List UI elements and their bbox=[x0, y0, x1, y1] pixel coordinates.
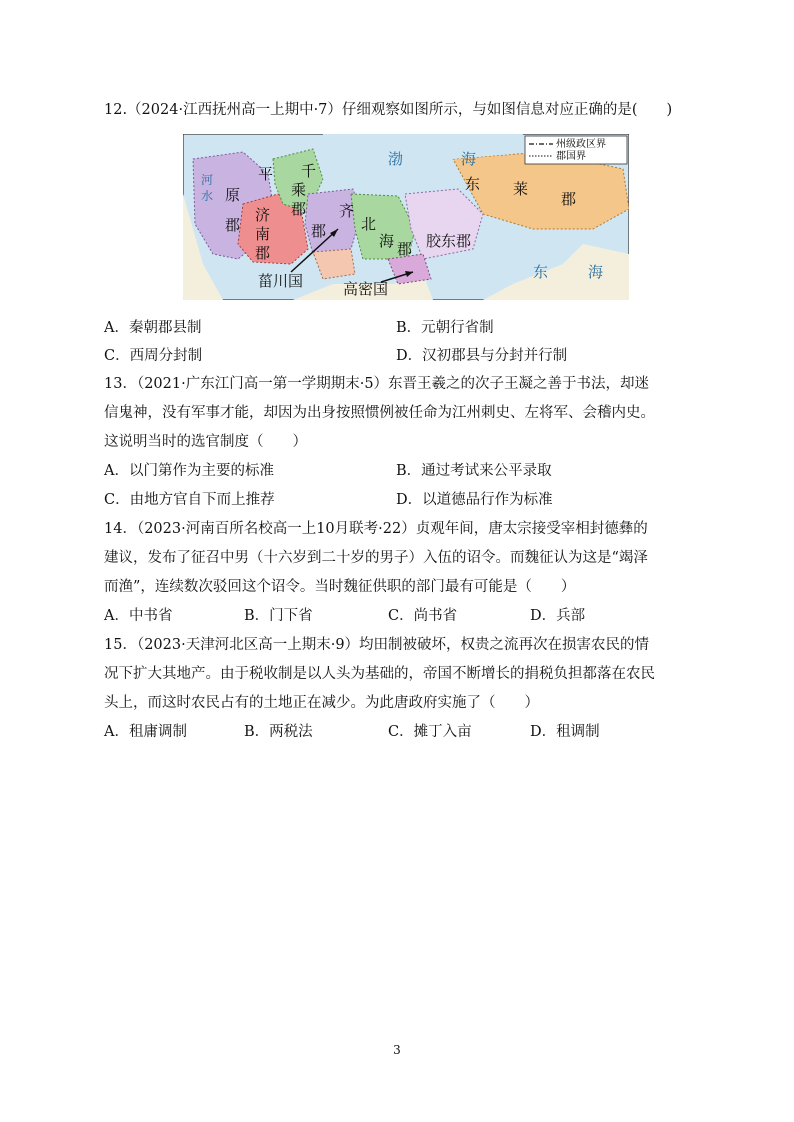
q13-option-b: B．通过考试来公平录取 bbox=[396, 463, 552, 479]
label-ji: 济 bbox=[255, 206, 271, 224]
q13-option-d: D．以道德品行作为标准 bbox=[396, 492, 553, 508]
page-number: 3 bbox=[393, 1043, 401, 1057]
label-hai2: 海 bbox=[461, 150, 477, 168]
label-dong: 东 bbox=[465, 175, 481, 193]
label-jun5: 郡 bbox=[397, 240, 413, 258]
label-hai: 海 bbox=[379, 232, 395, 250]
q14-option-a: A．中书省 bbox=[104, 608, 173, 624]
q15-option-b: B．两税法 bbox=[244, 724, 313, 740]
label-jun2: 郡 bbox=[291, 200, 307, 218]
q15-option-a: A．租庸调制 bbox=[104, 724, 187, 740]
q13-option-c: C．由地方官自下而上推荐 bbox=[104, 492, 275, 508]
q12-option-c: C．西周分封制 bbox=[104, 348, 203, 364]
q15-stem-line1: 15．（2023·天津河北区高一上期末·9）均田制被破坏，权贵之流再次在损害农民的情 bbox=[104, 637, 650, 653]
q14-stem-line1: 14．（2023·河南百所名校高一上10月联考·22）贞观年间，唐太宗接受宰相封德彝的 bbox=[104, 521, 648, 537]
label-nan: 南 bbox=[255, 225, 271, 243]
q13-stem-line1: 13．（2021·广东江门高一第一学期期末·5）东晋王羲之的次子王凝之善于书法，却迷 bbox=[104, 376, 650, 392]
label-jun4: 郡 bbox=[311, 222, 327, 240]
q14-option-b: B．门下省 bbox=[244, 608, 313, 624]
q15-stem-line2: 况下扩大其地产。由于税收制是以人头为基础的，帝国不断增长的捐税负担都落在农民 bbox=[104, 666, 655, 682]
q13-option-a: A．以门第作为主要的标准 bbox=[104, 463, 274, 479]
label-bo: 渤 bbox=[388, 150, 404, 168]
han-map bbox=[183, 134, 629, 300]
label-qian: 千 bbox=[301, 162, 317, 180]
label-zichuan: 菑川国 bbox=[258, 272, 304, 290]
q15-option-c: C．摊丁入亩 bbox=[388, 724, 472, 740]
label-he: 河 bbox=[201, 173, 214, 187]
label-jun1: 郡 bbox=[225, 216, 241, 234]
label-lai: 莱 bbox=[513, 180, 529, 198]
legend-commandery: 郡国界 bbox=[556, 151, 586, 162]
q12-option-a: A．秦朝郡县制 bbox=[104, 320, 202, 336]
q13-stem-line3: 这说明当时的选官制度（ ） bbox=[104, 434, 307, 450]
label-bei: 北 bbox=[361, 215, 377, 233]
q14-option-c: C．尚书省 bbox=[388, 608, 458, 624]
q12-option-d: D．汉初郡县与分封并行制 bbox=[396, 348, 568, 364]
label-jun6: 郡 bbox=[561, 190, 577, 208]
legend-province: 州级政区界 bbox=[556, 139, 606, 150]
label-cheng: 乘 bbox=[291, 181, 307, 199]
q13-stem-line2: 信鬼神，没有军事才能，却因为出身按照惯例被任命为江州刺史、左将军、会稽内史。 bbox=[104, 405, 655, 421]
label-jiaodong: 胶东郡 bbox=[426, 232, 472, 250]
label-shui: 水 bbox=[201, 189, 214, 203]
label-ping: 平 bbox=[258, 165, 274, 183]
label-hai3: 海 bbox=[588, 263, 604, 281]
label-qi: 齐 bbox=[339, 202, 355, 220]
label-yuan: 原 bbox=[225, 186, 241, 204]
label-dong2: 东 bbox=[533, 263, 549, 281]
q15-option-d: D．租调制 bbox=[530, 724, 600, 740]
q14-stem-line2: 建议，发布了征召中男（十六岁到二十岁的男子）入伍的诏令。而魏征认为这是“竭泽 bbox=[104, 550, 648, 566]
q14-option-d: D．兵部 bbox=[530, 608, 586, 624]
q12-stem: 12.（2024·江西抚州高一上期中·7）仔细观察如图所示，与如图信息对应正确的是( ) bbox=[104, 102, 673, 118]
label-gaomi: 高密国 bbox=[343, 280, 389, 298]
q14-stem-line3: 而渔”，连续数次驳回这个诏令。当时魏征供职的部门最有可能是（ ） bbox=[104, 579, 576, 595]
label-jun3: 郡 bbox=[255, 244, 271, 262]
q12-option-b: B．元朝行省制 bbox=[396, 320, 494, 336]
q15-stem-line3: 头上，而这时农民占有的土地正在减少。为此唐政府实施了（ ） bbox=[104, 695, 539, 711]
